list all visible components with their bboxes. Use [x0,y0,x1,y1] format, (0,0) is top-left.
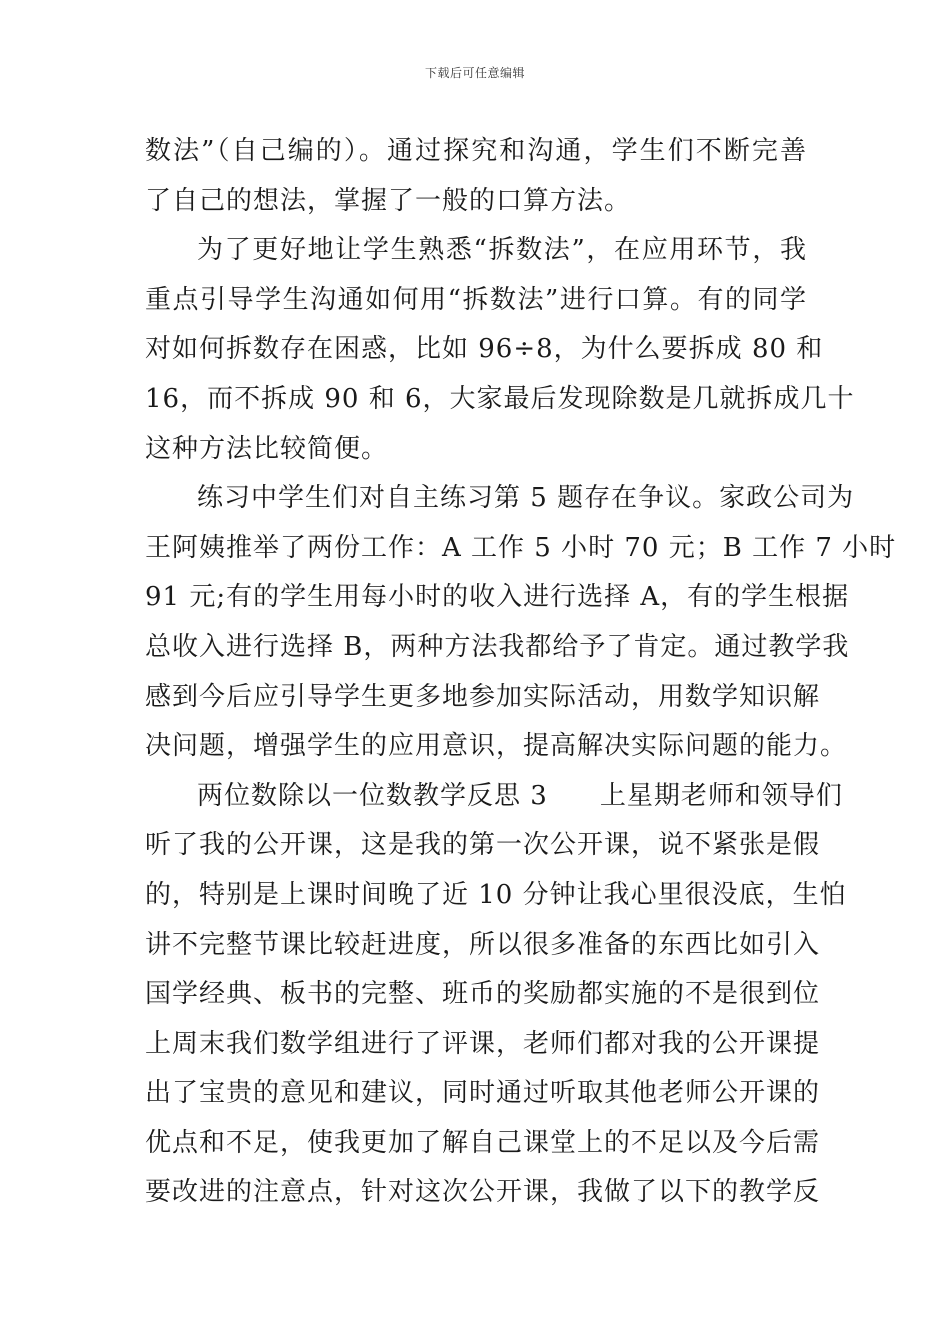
text-line: 讲不完整节课比较赶进度，所以很多准备的东西比如引入 [145,929,821,960]
text-line: 优点和不足，使我更加了解自己课堂上的不足以及今后需 [145,1127,821,1158]
text-line: 对如何拆数存在困惑，比如 96÷8，为什么要拆成 80 和 [145,334,824,365]
text-line: 的，特别是上课时间晚了近 10 分钟让我心里很没底，生怕 [145,879,847,910]
text-line: 总收入进行选择 B，两种方法我都给予了肯定。通过教学我 [145,631,850,662]
text-line: 决问题，增强学生的应用意识，提高解决实际问题的能力。 [145,731,848,762]
text-line: 上周末我们数学组进行了评课，老师们都对我的公开课提 [145,1028,821,1059]
text-line: 91 元;有的学生用每小时的收入进行选择 A，有的学生根据 [145,582,850,613]
text-line: 数法”（自己编的）。通过探究和沟通，学生们不断完善 [145,136,807,166]
text-line: 感到今后应引导学生更多地参加实际活动，用数学知识解 [145,681,821,712]
text-line-section-title [145,772,843,822]
section-title: 两位数除以一位数教学反思 3 [197,780,548,811]
text-line: 国学经典、板书的完整、班币的奖励都实施的不是很到位 [145,979,821,1010]
text-line: 为了更好地让学生熟悉“拆数法”，在应用环节，我 [197,235,807,266]
text-line: 16，而不拆成 90 和 6，大家最后发现除数是几就拆成几十 [145,383,855,414]
text-line: 要改进的注意点，针对这次公开课，我做了以下的教学反 [145,1177,821,1208]
text-line: 练习中学生们对自主练习第 5 题存在争议。家政公司为 [197,483,855,514]
text-line: 出了宝贵的意见和建议，同时通过听取其他老师公开课的 [145,1078,821,1109]
document-body [145,127,897,1218]
section-lead-text: 上星期老师和领导们 [599,780,843,811]
page-header: 下载后可任意编辑 [424,66,525,80]
text-line: 重点引导学生沟通如何用“拆数法”进行口算。有的同学 [145,284,807,315]
text-line: 这种方法比较简便。 [145,433,389,464]
text-line: 听了我的公开课，这是我的第一次公开课，说不紧张是假 [145,830,821,861]
text-line: 王阿姨推举了两份工作：A 工作 5 小时 70 元；B 工作 7 小时 [145,532,897,563]
text-line: 了自己的想法，掌握了一般的口算方法。 [145,185,632,216]
